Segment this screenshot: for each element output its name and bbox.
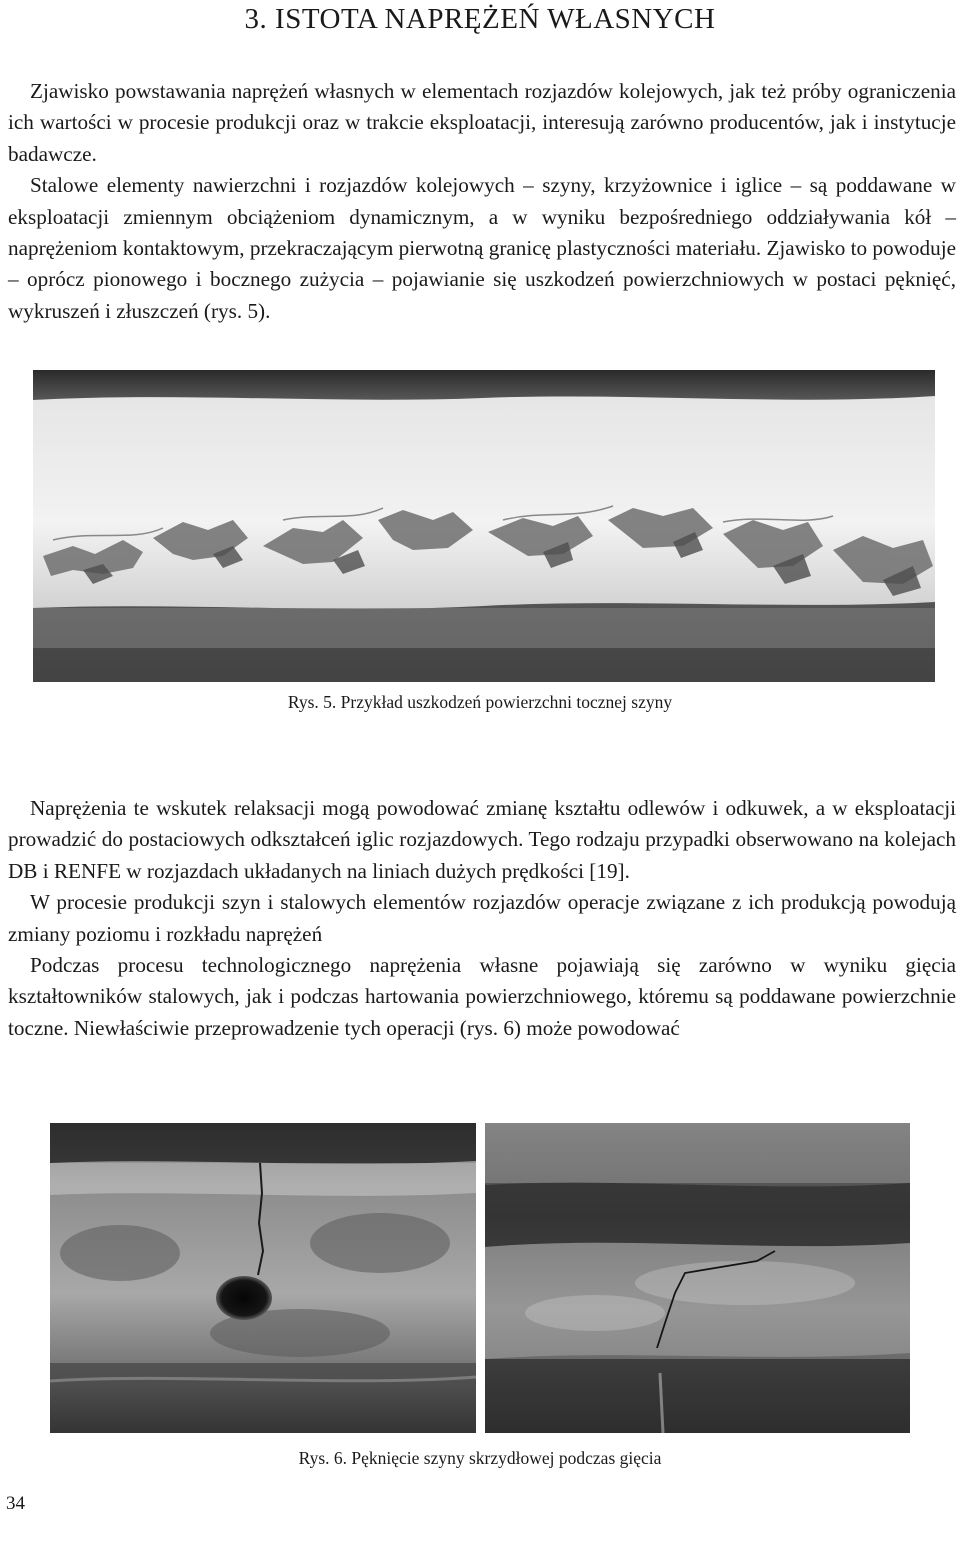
paragraph: Naprężenia te wskutek relaksacji mogą powodować zmianę kształtu odlewów i odkuwek, a w eksploatacji prowadzić do postaciowych odkształceń iglic rozjazdowych. Tego rodzaju przypadki obserwowano na kolejach DB i RENFE w rozjazdach układanych na liniach dużych prędkości [19]. <box>8 796 956 883</box>
figure-5-caption: Rys. 5. Przykład uszkodzeń powierzchni tocznej szyny <box>287 692 673 712</box>
figure-6-right-photo <box>485 1123 910 1433</box>
figure-6-left-photo <box>50 1123 476 1433</box>
paragraph: Zjawisko powstawania naprężeń własnych w elementach rozjazdów kolejowych, jak też próby ograniczenia ich wartości w procesie produkcji oraz w trakcie eksploatacji, interesują zarówno producentów, jak i instytucje badawcze. <box>8 79 956 166</box>
paragraph: W procesie produkcji szyn i stalowych elementów rozjazdów operacje związane z ich produkcją powodują zmiany poziomu i rozkładu naprężeń <box>8 890 956 946</box>
figure-5-rail-surface-photo <box>33 370 935 682</box>
body-text-top <box>8 76 956 327</box>
body-text-middle <box>8 793 956 1044</box>
paragraph: Stalowe elementy nawierzchni i rozjazdów kolejowych – szyny, krzyżownice i iglice – są poddawane w eksploatacji zmiennym obciążeniom dynamicznym, a w wyniku bezpośredniego oddziaływania kół – naprężeniom kontaktowym, przekraczającym pierwotną granicę plastyczności materiału. Zjawisko to powoduje – oprócz pionowego i bocznego zużycia – pojawianie się uszkodzeń powierzchniowych w postaci pęknięć, wykruszeń i złuszczeń (rys. 5). <box>8 173 956 323</box>
page-number: 34 <box>6 1493 25 1514</box>
figure-6-caption: Rys. 6. Pęknięcie szyny skrzydłowej podczas gięcia <box>298 1448 662 1468</box>
paragraph: Podczas procesu technologicznego naprężenia własne pojawiają się zarówno w wyniku gięcia kształtowników stalowych, jak i podczas hartowania powierzchniowego, któremu są poddawane powierzchnie toczne. Niewłaściwie przeprowadzenie tych operacji (rys. 6) może powodować <box>8 953 956 1040</box>
section-title: 3. ISTOTA NAPRĘŻEŃ WŁASNYCH <box>244 3 716 35</box>
